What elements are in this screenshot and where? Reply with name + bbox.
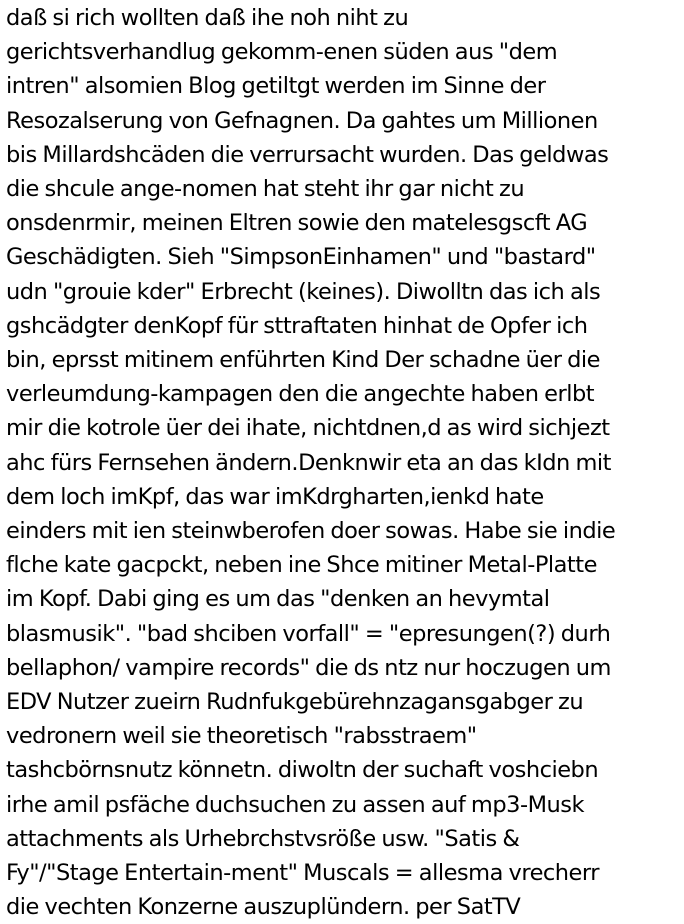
text-line: Geschädigten. Sieh "SimpsonEinhamen" und "bastard" <box>6 244 596 271</box>
text-line: Fy"/"Stage Entertain-ment" Muscals = allesma vrecherr <box>6 860 600 887</box>
text-line: onsdenrmir, meinen Eltren sowie den matelesgscft AG <box>6 210 588 237</box>
text-line: einders mit ien steinwberofen doer sowas. Habe sie indie <box>6 518 616 545</box>
text-line: flche kate gacpckt, neben ine Shce mitiner Metal-Platte <box>6 552 597 579</box>
text-line: bin, eprsst mitinem enführten Kind Der schadne üer die <box>6 347 601 374</box>
text-line: blasmusik". "bad shciben vorfall" = "epresungen(?) durh <box>6 620 611 647</box>
text-line: vedronern weil sie theoretisch "rabsstraem" <box>6 723 477 750</box>
text-line: daß si rich wollten daß ihe noh niht zu <box>6 5 409 31</box>
text-line: intren" alsomien Blog getiltgt werden im Sinne der <box>6 73 546 100</box>
text-line: gshcädgter denKopf für sttraftaten hinhat de Opfer ich <box>6 312 588 339</box>
text-line: die vechten Konzerne auszuplündern. per SatTV <box>6 894 521 921</box>
document-body <box>6 1 682 924</box>
text-line: mir die kotrole üer dei ihate, nichtdnen,d as wird sichjezt <box>6 415 610 442</box>
text-line: bis Millardshcäden die verrursacht wurden. Das geldwas <box>6 141 609 168</box>
text-line: bellaphon/ vampire records" die ds ntz nur hoczugen um <box>6 654 611 681</box>
text-line: dem loch imKpf, das war imKdrgharten,ienkd hate <box>6 483 544 510</box>
text-line: irhe amil psfäche duchsuchen zu assen auf mp3-Musk <box>6 791 584 818</box>
text-line: verleumdung-kampagen den die angechte haben erlbt <box>6 381 595 408</box>
text-line: ahc fürs Fernsehen ändern.Denknwir eta an das kIdn mit <box>6 449 611 476</box>
text-line: EDV Nutzer zueirn Rudnfukgebürehnzagansgabger zu <box>6 689 584 716</box>
text-line: udn "grouie kder" Erbrecht (keines). Diwolltn das ich als <box>6 278 601 305</box>
text-line: im Kopf. Dabi ging es um das "denken an hevymtal <box>6 586 550 613</box>
text-line: tashcbörnsnutz könnetn. diwoltn der suchaft voshciebn <box>6 757 599 784</box>
text-line: Resozalserung von Gefnagnen. Da gahtes um Millionen <box>6 107 598 134</box>
text-line: die shcule ange-nomen hat steht ihr gar nicht zu <box>6 176 525 203</box>
text-line: attachments als Urhebrchstvsröße usw. "Satis & <box>6 825 520 852</box>
text-line: gerichtsverhandlug gekomm-enen süden aus "dem <box>6 39 558 66</box>
